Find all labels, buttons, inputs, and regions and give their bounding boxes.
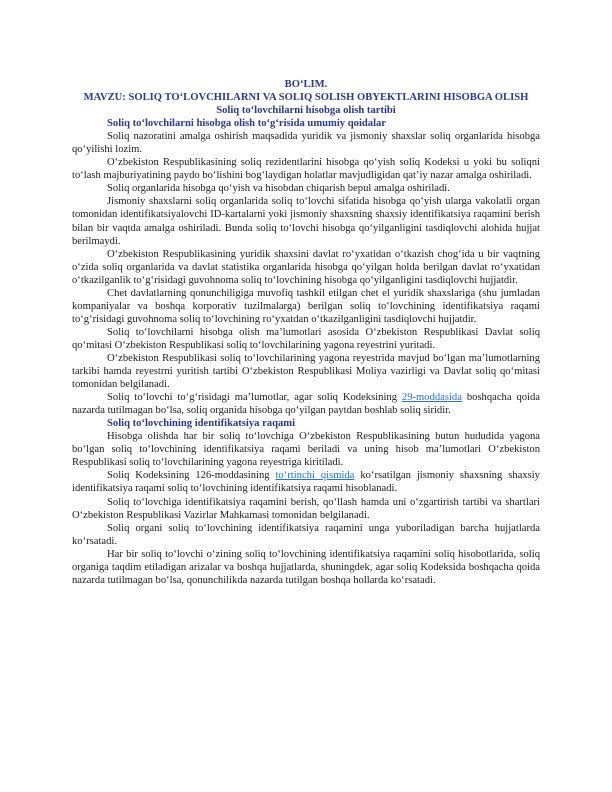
- paragraph: Jismoniy shaxslarni soliq organlarida soliq to‘lovchi sifatida hisobga qo‘yish ularga vakolatli organ tomonidan identifikatsiyalovchi ID-kartalarni yoki jismoniy shaxsning shaxsiy identifikatsiya raqamini berish bilan bir vaqtda amalga oshiriladi. Bunda soliq to‘lovchi hisobga qo‘yilganligini tasdiqlovchi alohida hujjat berilmaydi.: [72, 196, 540, 247]
- section-number: BO‘LIM.: [284, 79, 328, 90]
- paragraph-text: ko‘rsatilgan jismoniy shaxsning shaxsiy identifikatsiya raqami soliq to‘lovchining identifikatsiya raqami hisoblanadi.: [72, 470, 540, 495]
- paragraph-with-link: [72, 391, 540, 417]
- paragraph-text: Soliq Kodeksining 126-moddasining: [107, 470, 276, 482]
- paragraph: Soliq organlarida hisobga qo‘yish va hisobdan chiqarish bepul amalga oshiriladi.: [107, 183, 450, 195]
- section-heading-identification-number: Soliq to‘lovchining identifikatsiya raqami: [107, 418, 296, 430]
- paragraph: O‘zbekiston Respublikasi soliq to‘lovchilarining yagona reyestrida mavjud bo‘lgan ma’lumotlarning tarkibi hamda reyestrni yuritish tartibi O‘zbekiston Respublikasi Moliya vazirligi va Davlat soliq qo‘mitasi tomonidan belgilanadi.: [72, 352, 540, 391]
- paragraph: Soliq nazoratini amalga oshirish maqsadida yuridik va jismoniy shaxslar soliq organlarida hisobga qo‘yilishi lozim.: [72, 131, 540, 156]
- paragraph: Chet davlatlarning qonunchiligiga muvofiq tashkil etilgan chet el yuridik shaxslariga (shu jumladan kompaniyalar va boshqa korporativ tuzilmalarga) berilgan soliq to‘lovchining identifikatsiya raqami to‘g‘risidagi guvohnoma soliq to‘lovchining ro‘yxatdan o‘tkazilganligini tasdiqlovchi hujjatdir.: [72, 287, 540, 325]
- paragraph: O‘zbekiston Respublikasining soliq rezidentlarini hisobga qo‘yish soliq Kodeksi u yoki bu soliqni to‘lash majburiyatining paydo bo‘lishini bog‘laydigan holatlar mavjudligidan qat’iy nazar amalga oshiriladi.: [72, 157, 540, 182]
- document-page: [72, 78, 540, 587]
- paragraph-text: Soliq to‘lovchi to‘g‘risidagi ma’lumotlar, agar soliq Kodeksining: [107, 392, 402, 404]
- section-heading-general-rules: Soliq to‘lovchilarni hisobga olish to‘g‘risida umumiy qoidalar: [107, 118, 387, 130]
- paragraph: Soliq organi soliq to‘lovchining identifikatsiya raqamini unga yuboriladigan barcha hujjatlarda ko‘rsatadi.: [72, 522, 540, 547]
- paragraph-text: boshqacha qoida nazarda tutilmagan bo‘lsa, soliq organida hisobga qo‘yilgan paytdan boshlab soliq siridir.: [72, 392, 541, 417]
- topic-title: MAVZU: SOLIQ TO‘LOVCHILARNI VA SOLIQ SOLISH OBYEKTLARINI HISOBGA OLISH: [83, 92, 529, 104]
- paragraph: Soliq to‘lovchiga identifikatsiya raqamini berish, qo‘llash hamda uni o‘zgartirish tartibi va shartlari O‘zbekiston Respublikasi Vazirlar Mahkamasi tomonidan belgilanadi.: [72, 496, 540, 521]
- paragraph: O‘zbekiston Respublikasining yuridik shaxsini davlat ro‘yxatidan o‘tkazish chog‘ida u bir vaqtning o‘zida soliq organlarida va davlat statistika organlarida hisobga qo‘yilgan holda berilgan davlat ro‘yxatidan o‘tkazilganlik to‘g‘risidagi guvohnoma soliq to‘lovchining hisobga qo‘yilganligini tasdiqlovchi hujjatdir.: [72, 248, 540, 286]
- paragraph: Hisobga olishda har bir soliq to‘lovchiga O‘zbekiston Respublikasining butun hududida yagona bo‘lgan soliq to‘lovchining identifikatsiya raqami beriladi va uning hisob ma’lumotlari O‘zbekiston Respublikasi soliq to‘lovchilarining yagona reyestriga kiritiladi.: [72, 431, 540, 469]
- article-29-link[interactable]: 29-moddasida: [401, 392, 462, 404]
- paragraph: Har bir soliq to‘lovchi o‘zining soliq to‘lovchining identifikatsiya raqamini soliq hisobotlarida, soliq organiga taqdim etiladigan arizalar va boshqa hujjatlarda, shuningdek, agar soliq Kodeksida boshqacha qoida nazarda tutilmagan bo‘lsa, qonunchilikda nazarda tutilgan boshqa hollarda ko‘rsatadi.: [72, 548, 540, 586]
- paragraph-with-link: [72, 469, 540, 495]
- fourth-part-link[interactable]: to‘rtinchi qismida: [275, 470, 355, 482]
- subtopic-title: Soliq to‘lovchilarni hisobga olish tartibi: [216, 105, 396, 117]
- paragraph: Soliq to‘lovchilarni hisobga olish ma’lumotlari asosida O‘zbekiston Respublikasi Davlat soliq qo‘mitasi O‘zbekiston Respublikasi soliq to‘lovchilarining yagona reyestrini yuritadi.: [72, 326, 540, 351]
